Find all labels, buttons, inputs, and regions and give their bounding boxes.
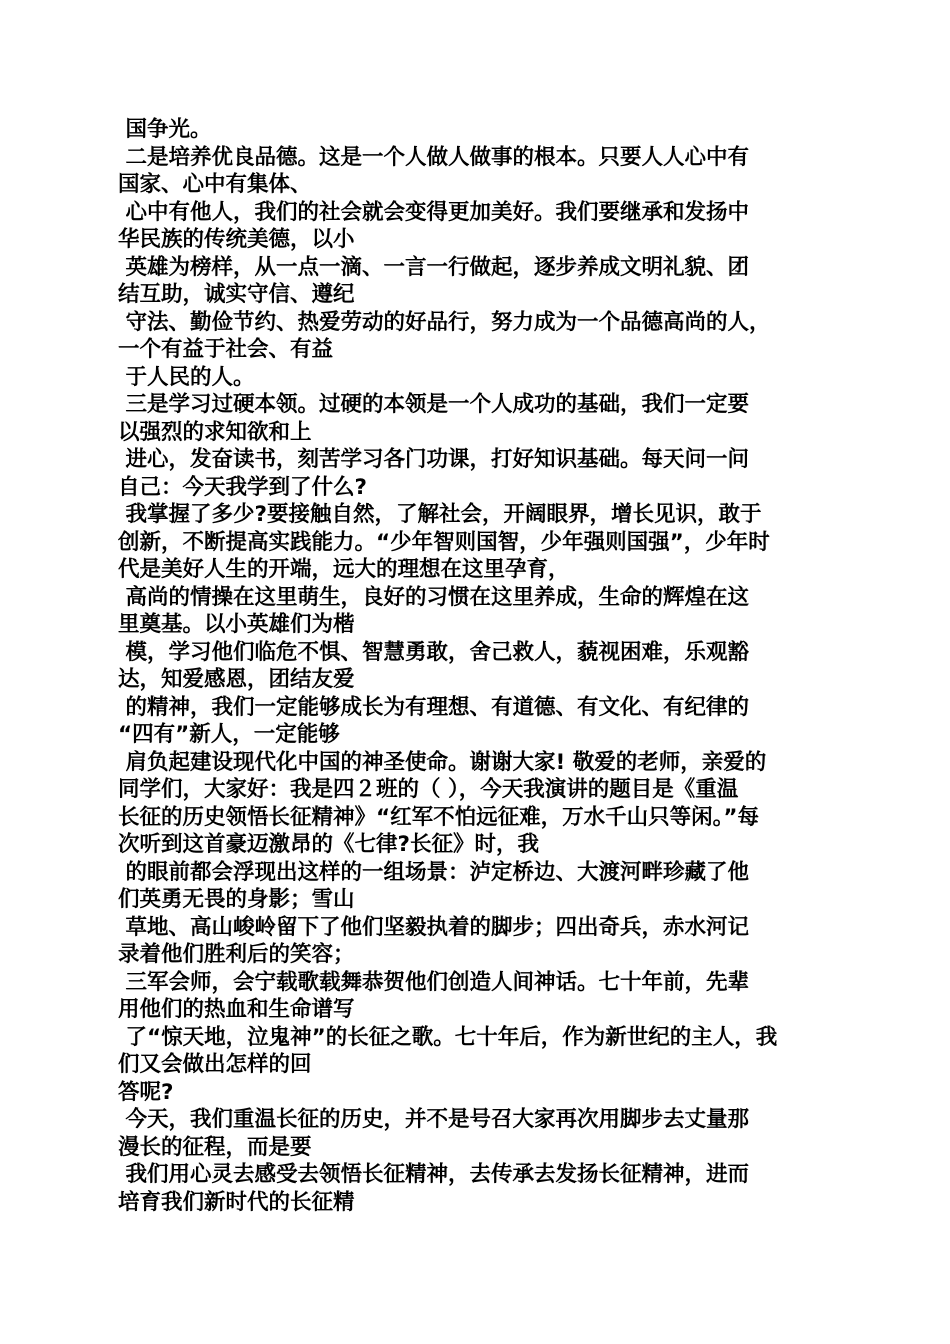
text-line: 今天，我们重温长征的历史，并不是号召大家再次用脚步去丈量那 [118, 1107, 749, 1132]
text-line: 草地、高山峻岭留下了他们坚毅执着的脚步；四出奇兵，赤水河记 [118, 914, 749, 940]
text-line: 结互助，诚实守信、遵纪 [118, 282, 355, 307]
text-line: 于人民的人。 [118, 364, 255, 390]
text-line: 以强烈的求知欲和上 [118, 419, 312, 445]
text-line: 高尚的情操在这里萌生，良好的习惯在这里养成，生命的辉煌在这 [118, 584, 749, 610]
text-line: 了“惊天地，泣鬼神”的长征之歌。七十年后，作为新世纪的主人，我 [118, 1024, 778, 1050]
text-line: 同学们，大家好：我是四２班的（ ），今天我演讲的题目是《重温 [118, 777, 739, 802]
text-line: 肩负起建设现代化中国的神圣使命。谢谢大家! 敬爱的老师，亲爱的 [118, 749, 767, 775]
text-line: 三军会师，会宁载歌载舞恭贺他们创造人间神话。七十年前，先辈 [118, 969, 749, 995]
text-line: 达，知爱感恩，团结友爱 [118, 667, 355, 692]
text-line: 答呢? [118, 1079, 174, 1105]
text-line: 国争光。 [118, 117, 212, 142]
text-line: 我们用心灵去感受去领悟长征精神，去传承去发扬长征精神，进而 [118, 1162, 749, 1187]
text-line: 录着他们胜利后的笑容； [118, 942, 355, 967]
text-line: 国家、心中有集体、 [118, 172, 312, 197]
text-line: 守法、勤俭节约、热爱劳动的好品行，努力成为一个品德高尚的人， [118, 309, 771, 335]
text-line: 自己：今天我学到了什么? [118, 474, 367, 500]
text-line: 英雄为榜样，从一点一滴、一言一行做起，逐步养成文明礼貌、团 [118, 254, 749, 280]
text-line: 里奠基。以小英雄们为楷 [118, 612, 355, 637]
text-line: 们英勇无畏的身影；雪山 [118, 887, 355, 912]
text-line: 培育我们新时代的长征精 [118, 1189, 355, 1215]
text-line: 漫长的征程，而是要 [118, 1134, 312, 1160]
text-line: 创新，不断提高实践能力。“少年智则国智，少年强则国强”，少年时 [118, 529, 770, 555]
text-line: 一个有益于社会、有益 [118, 337, 334, 362]
text-line: 的精神，我们一定能够成长为有理想、有道德、有文化、有纪律的 [118, 694, 749, 720]
text-line: 三是学习过硬本领。过硬的本领是一个人成功的基础，我们一定要 [118, 392, 749, 417]
text-line: 我掌握了多少?要接触自然，了解社会，开阔眼界，增长见识，敢于 [118, 502, 762, 527]
text-line: 华民族的传统美德，以小 [118, 227, 355, 252]
text-line: 进心，发奋读书，刻苦学习各门功课，打好知识基础。每天问一问 [118, 447, 749, 472]
text-line: 代是美好人生的开端，远大的理想在这里孕育， [118, 557, 570, 582]
text-line: 模，学习他们临危不惧、智慧勇敢，舍己救人，藐视困难，乐观豁 [118, 639, 749, 665]
text-line: 次听到这首豪迈激昂的《七律?长征》时，我 [118, 832, 539, 857]
text-line: 用他们的热血和生命谱写 [118, 997, 355, 1022]
text-line: 心中有他人，我们的社会就会变得更加美好。我们要继承和发扬中 [118, 199, 749, 225]
text-line: “四有”新人，一定能够 [118, 722, 340, 747]
text-line: 二是培养优良品德。这是一个人做人做事的根本。只要人人心中有 [118, 144, 749, 170]
text-line: 长征的历史领悟长征精神》“红军不怕远征难，万水千山只等闲。”每 [118, 804, 760, 830]
body-text [118, 116, 833, 1216]
text-line: 的眼前都会浮现出这样的一组场景：泸定桥边、大渡河畔珍藏了他 [118, 859, 749, 885]
text-line: 们又会做出怎样的回 [118, 1052, 312, 1077]
